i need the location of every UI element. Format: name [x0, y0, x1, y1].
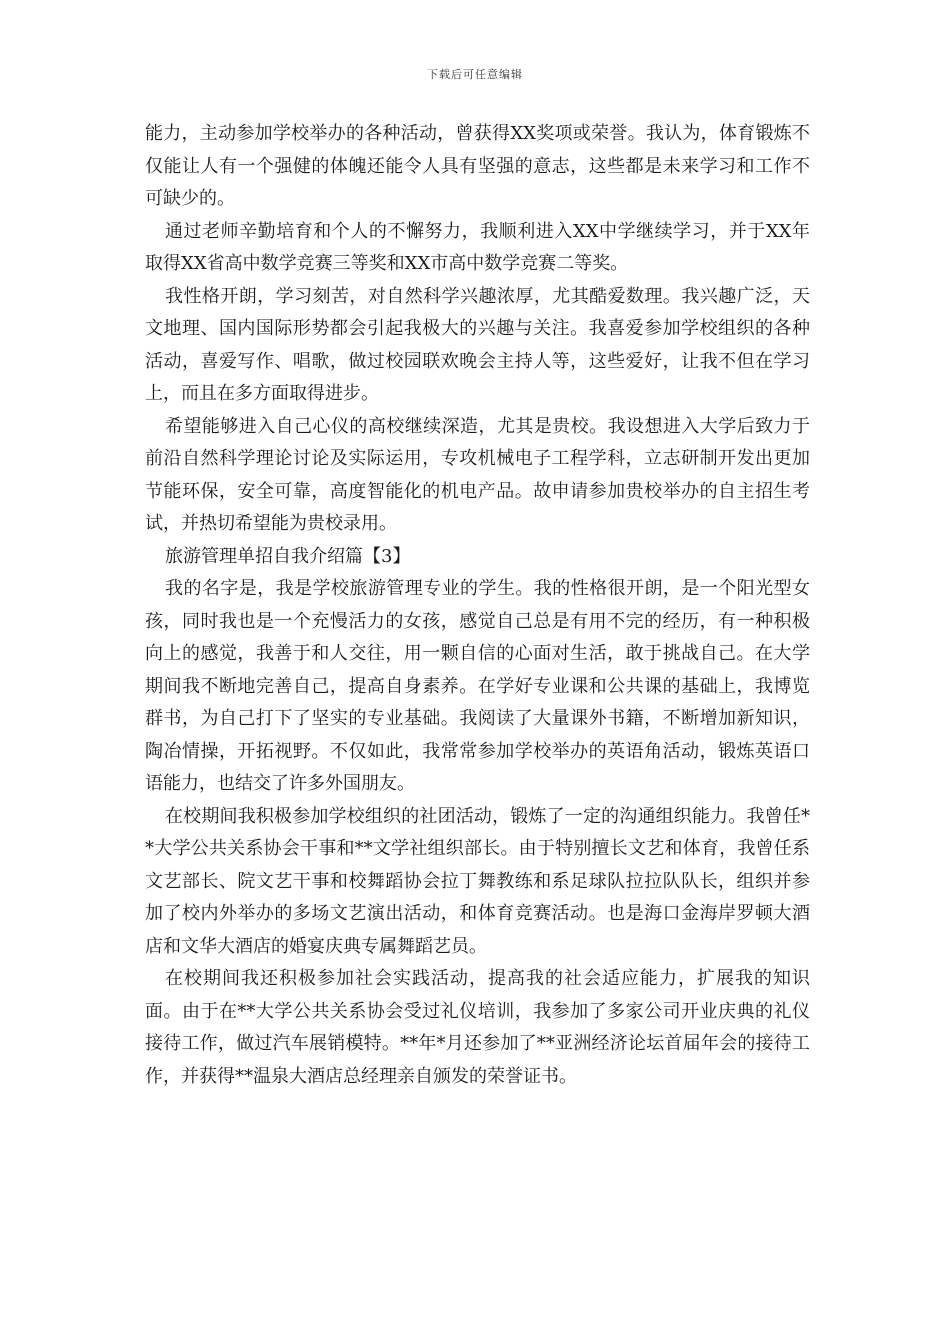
document-body — [145, 118, 810, 1093]
paragraph-6: 在校期间我积极参加学校组织的社团活动，锻炼了一定的沟通组织能力。我曾任**大学公共关系协会干事和**文学社组织部长。由于特别擅长文艺和体育，我曾任系文艺部长、院文艺干事和校舞蹈协会拉丁舞教练和系足球队拉拉队队长，组织并参加了校内外举办的多场文艺演出活动，和体育竞赛活动。也是海口金海岸罗顿大酒店和文华大酒店的婚宴庆典专属舞蹈艺员。 — [145, 805, 810, 957]
section-title: 旅游管理单招自我介绍篇【3】 — [165, 545, 411, 567]
paragraph-2: 通过老师辛勤培育和个人的不懈努力，我顺利进入XX中学继续学习，并于XX年取得XX省高中数学竞赛三等奖和XX市高中数学竞赛二等奖。 — [145, 220, 810, 274]
paragraph-5: 我的名字是，我是学校旅游管理专业的学生。我的性格很开朗，是一个阳光型女孩，同时我也是一个充慢活力的女孩，感觉自己总是有用不完的经历，有一种积极向上的感觉，我善于和人交往，用一颗自信的心面对生活，敢于挑战自己。在大学期间我不断地完善自己，提高自身素养。在学好专业课和公共课的基础上，我博览群书，为自己打下了坚实的专业基础。我阅读了大量课外书籍，不断增加新知识，陶冶情操，开拓视野。不仅如此，我常常参加学校举办的英语角活动，锻炼英语口语能力，也结交了许多外国朋友。 — [145, 578, 810, 794]
paragraph-1: 能力，主动参加学校举办的各种活动，曾获得XX奖项或荣誉。我认为，体育锻炼不仅能让人有一个强健的体魄还能令人具有坚强的意志，这些都是未来学习和工作不可缺少的。 — [145, 123, 810, 209]
paragraph-4: 希望能够进入自己心仪的高校继续深造，尤其是贵校。我设想进入大学后致力于前沿自然科学理论讨论及实际运用，专攻机械电子工程学科，立志研制开发出更加节能环保，安全可靠，高度智能化的机电产品。故申请参加贵校举办的自主招生考试，并热切希望能为贵校录用。 — [145, 415, 810, 534]
paragraph-7: 在校期间我还积极参加社会实践活动，提高我的社会适应能力，扩展我的知识面。由于在**大学公共关系协会受过礼仪培训，我参加了多家公司开业庆典的礼仪接待工作，做过汽车展销模特。**年*月还参加了**亚洲经济论坛首届年会的接待工作，并获得**温泉大酒店总经理亲自颁发的荣誉证书。 — [145, 968, 810, 1087]
page-header: 下载后可任意编辑 — [427, 68, 523, 81]
paragraph-3: 我性格开朗，学习刻苦，对自然科学兴趣浓厚，尤其酷爱数理。我兴趣广泛，天文地理、国内国际形势都会引起我极大的兴趣与关注。我喜爱参加学校组织的各种活动，喜爱写作、唱歌，做过校园联欢晚会主持人等，这些爱好，让我不但在学习上，而且在多方面取得进步。 — [145, 285, 810, 404]
